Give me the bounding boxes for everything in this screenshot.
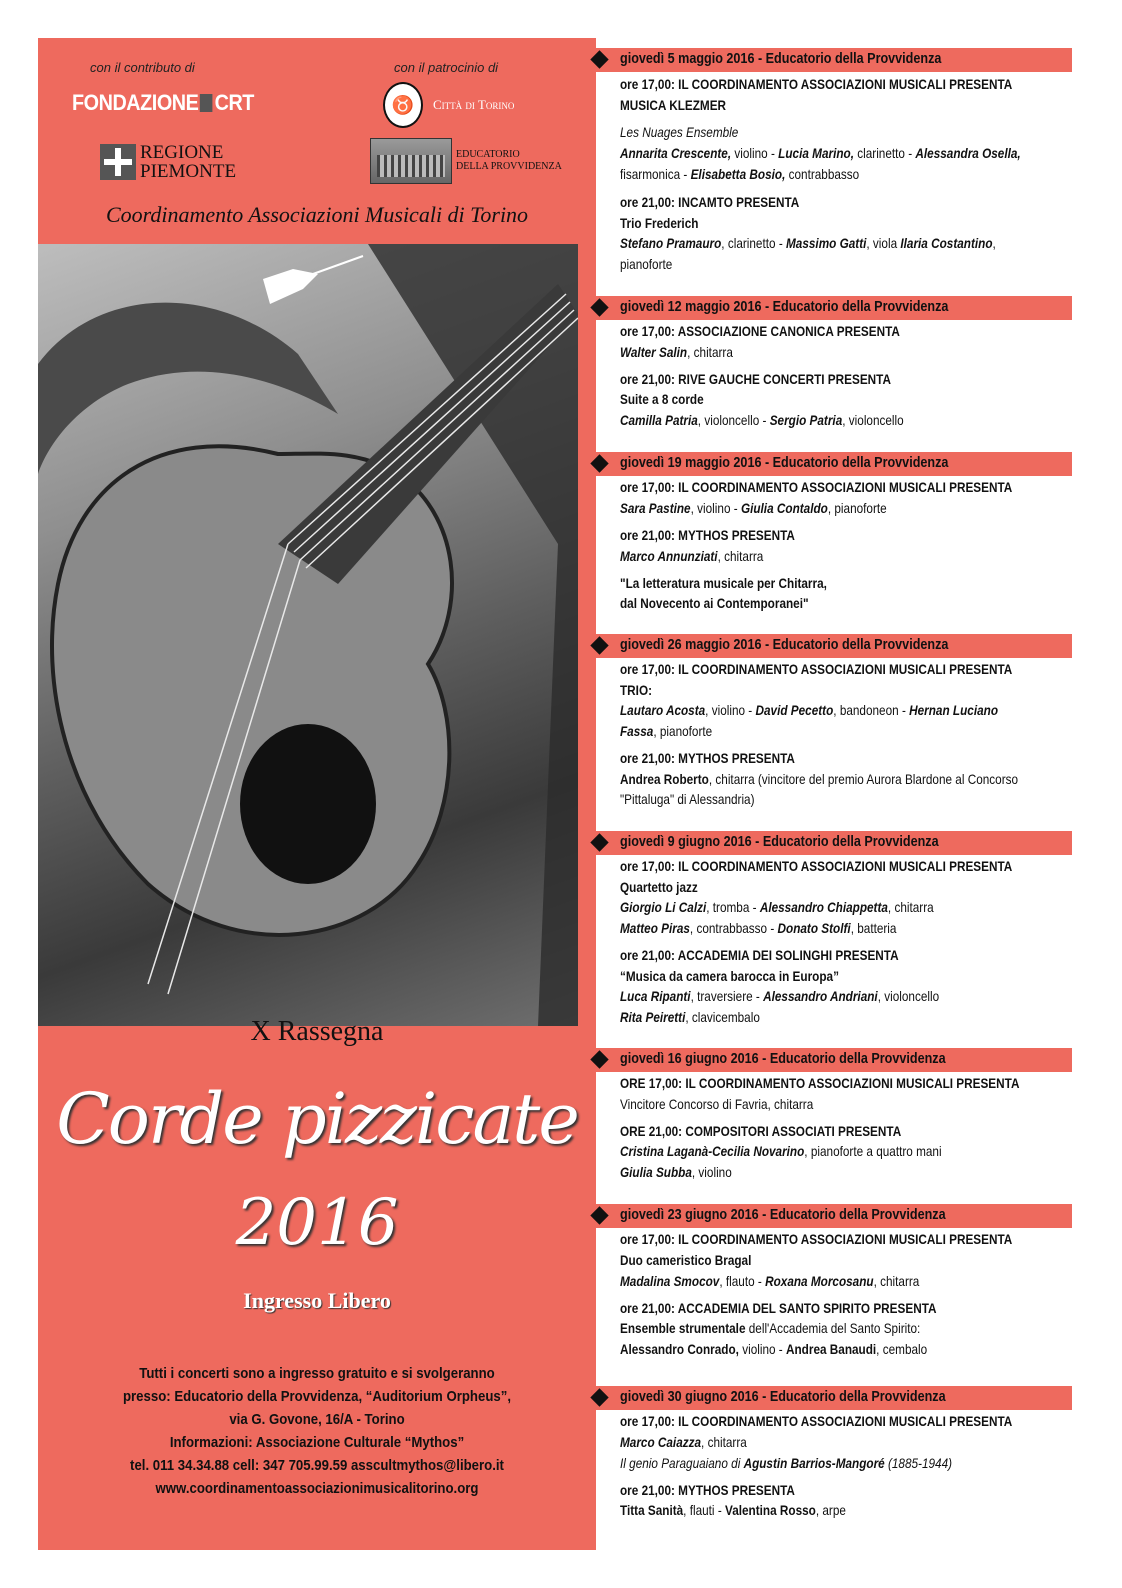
- program-text: , viola: [866, 235, 901, 251]
- program-text: Marco Caiazza: [620, 1434, 702, 1450]
- program-line: [620, 235, 996, 251]
- program-text: Andrea Banaudi: [786, 1341, 877, 1357]
- program-text: fisarmonica -: [620, 166, 691, 182]
- program-line: [620, 968, 839, 984]
- program-line: [620, 595, 809, 611]
- program-line: [620, 145, 1021, 161]
- program-text: Sergio Patria: [769, 412, 843, 428]
- program-line: [620, 76, 1012, 92]
- program-text: ore 17,00: IL COORDINAMENTO ASSOCIAZIONI MUSICALI PRESENTA: [620, 1413, 1013, 1429]
- program-text: dal Novecento ai Contemporanei": [620, 595, 809, 611]
- program-text: , pianoforte: [653, 723, 713, 739]
- program-text: Marco Annunziati: [620, 548, 718, 564]
- program-line: [620, 1164, 732, 1180]
- program-line: [620, 1123, 901, 1139]
- educatorio-line2: DELLA PROVVIDENZA: [456, 161, 562, 172]
- program-text: Il genio Paraguaiano di: [620, 1455, 744, 1471]
- day-header: [590, 1204, 1072, 1228]
- program-text: MUSICA KLEZMER: [620, 97, 727, 113]
- day-title: giovedì 12 maggio 2016 - Educatorio della Provvidenza: [620, 298, 949, 315]
- program-line: [620, 548, 763, 564]
- program-text: Vincitore Concorso di Favria, chitarra: [620, 1096, 814, 1112]
- diamond-bullet-icon: [590, 1050, 608, 1068]
- program-line: [620, 344, 733, 360]
- program-text: Alessandro Andriani: [763, 988, 878, 1004]
- program-text: , flauti -: [683, 1502, 725, 1518]
- program-text: Annarita Crescente,: [620, 145, 732, 161]
- bull-crest-icon: ♉: [383, 82, 423, 128]
- program-text: , chitarra (vincitore del premio Aurora Blardone al Concorso: [708, 771, 1019, 787]
- program-text: Trio Frederich: [620, 215, 699, 231]
- program-text: Roxana Morcosanu: [765, 1273, 874, 1289]
- program-text: , clarinetto -: [721, 235, 787, 251]
- program-text: ore 21,00: ACCADEMIA DEI SOLINGHI PRESENTA: [620, 947, 899, 963]
- program-text: Stefano Pramauro: [620, 235, 722, 251]
- program-text: Andrea Roberto: [620, 771, 709, 787]
- day-title: giovedì 26 maggio 2016 - Educatorio della Provvidenza: [620, 636, 949, 653]
- program-text: Alessandro Chiappetta: [759, 899, 888, 915]
- program-text: Camilla Patria: [620, 412, 698, 428]
- program-text: violino -: [738, 1341, 787, 1357]
- program-text: ore 17,00: ASSOCIAZIONE CANONICA PRESENTA: [620, 323, 900, 339]
- info-line: Tutti i concerti sono a ingresso gratuito e si svolgeranno: [139, 1365, 495, 1382]
- building-photo-icon: [370, 138, 452, 184]
- program-line: [620, 256, 672, 272]
- rassegna-label: X Rassegna: [250, 1016, 384, 1047]
- program-text: Massimo Gatti: [786, 235, 867, 251]
- info-line: Informazioni: Associazione Culturale “Mythos”: [169, 1434, 465, 1451]
- program-line: [620, 1143, 942, 1159]
- day-header: [590, 1386, 1072, 1410]
- program-text: Elisabetta Bosio,: [690, 166, 786, 182]
- program-text: Giulia Subba: [620, 1164, 692, 1180]
- program-text: , chitarra: [687, 344, 733, 360]
- crt-text: CRT: [214, 90, 254, 115]
- program-line: [620, 371, 891, 387]
- program-text: , pianoforte a quattro mani: [804, 1143, 942, 1159]
- program-line: [620, 1096, 813, 1112]
- program-text: , violoncello: [877, 988, 940, 1004]
- program-text: ore 21,00: RIVE GAUCHE CONCERTI PRESENTA: [620, 371, 891, 387]
- program-line: [620, 1252, 751, 1268]
- program-line: [620, 166, 859, 182]
- program-text: dell'Accademia del Santo Spirito:: [745, 1320, 921, 1336]
- patrocinio-label: con il patrocinio di: [394, 60, 499, 75]
- program-text: , violoncello -: [697, 412, 770, 428]
- program-text: (1885-1944): [884, 1455, 953, 1471]
- program-text: Lautaro Acosta: [620, 702, 706, 718]
- diamond-bullet-icon: [590, 50, 608, 68]
- program-text: , violino -: [690, 500, 741, 516]
- program-text: ORE 17,00: IL COORDINAMENTO ASSOCIAZIONI MUSICALI PRESENTA: [620, 1075, 1020, 1091]
- left-panel: [38, 38, 596, 1550]
- program-text: Quartetto jazz: [620, 879, 698, 895]
- program-line: [620, 575, 827, 591]
- diamond-bullet-icon: [590, 1388, 608, 1406]
- program-line: [620, 194, 799, 210]
- fondazione-text: FONDAZIONE: [72, 90, 199, 115]
- day-title: giovedì 5 maggio 2016 - Educatorio della Provvidenza: [620, 50, 942, 67]
- program-text: “Musica da camera barocca in Europa”: [620, 968, 839, 984]
- program-line: [620, 479, 1012, 495]
- program-text: Sara Pastine: [620, 500, 691, 516]
- program-text: Ensemble strumentale: [620, 1320, 746, 1336]
- program-line: [620, 215, 698, 231]
- program-text: , pianoforte: [827, 500, 887, 516]
- coordinamento-title: Coordinamento Associazioni Musicali di Torino: [105, 202, 529, 227]
- program-text: , flauto -: [719, 1273, 766, 1289]
- program-line: [620, 771, 1018, 787]
- program-text: Titta Sanità: [620, 1502, 684, 1518]
- day-title: giovedì 30 giugno 2016 - Educatorio della Provvidenza: [620, 1388, 946, 1405]
- program-text: TRIO:: [620, 682, 653, 698]
- program-text: clarinetto -: [853, 145, 916, 161]
- program-text: David Pecetto: [755, 702, 834, 718]
- program-text: Giorgio Li Calzi: [620, 899, 707, 915]
- program-line: [620, 1434, 747, 1450]
- program-text: ore 17,00: IL COORDINAMENTO ASSOCIAZIONI MUSICALI PRESENTA: [620, 1231, 1013, 1247]
- ingresso-libero: Ingresso Libero: [243, 1288, 391, 1313]
- day-title: giovedì 19 maggio 2016 - Educatorio della Provvidenza: [620, 454, 949, 471]
- program-line: [620, 988, 939, 1004]
- program-text: Valentina Rosso: [725, 1502, 816, 1518]
- program-text: Agustin Barrios-Mangoré: [743, 1455, 885, 1471]
- info-line: tel. 011 34.34.88 cell: 347 705.99.59 asscultmythos@libero.it: [130, 1457, 504, 1474]
- program-text: Duo cameristico Bragal: [620, 1252, 752, 1268]
- program-line: [620, 97, 726, 113]
- program-line: [620, 899, 934, 915]
- program-line: [620, 1455, 952, 1471]
- program-line: [620, 879, 698, 895]
- program-text: , batteria: [850, 920, 897, 936]
- program-text: ,: [992, 235, 996, 251]
- program-line: [620, 527, 795, 543]
- day-header: [590, 831, 1072, 855]
- day-header: [590, 296, 1072, 320]
- program-text: Alessandra Osella,: [915, 145, 1021, 161]
- program-line: [620, 124, 738, 140]
- program-line: [620, 323, 900, 339]
- program-text: Giulia Contaldo: [740, 500, 828, 516]
- guitar-illustration: [38, 244, 578, 1026]
- diamond-bullet-icon: [590, 636, 608, 654]
- info-block: [38, 1362, 596, 1500]
- program-text: Walter Salin: [620, 344, 688, 360]
- program-text: Lucia Marino,: [778, 145, 854, 161]
- program-text: ore 17,00: IL COORDINAMENTO ASSOCIAZIONI MUSICALI PRESENTA: [620, 76, 1013, 92]
- info-line: www.coordinamentoassociazionimusicalitorino.org: [155, 1480, 479, 1497]
- program-line: [620, 1231, 1012, 1247]
- info-line: via G. Govone, 16/A - Torino: [229, 1411, 405, 1428]
- program-text: Matteo Piras: [620, 920, 690, 936]
- program-line: [620, 1273, 919, 1289]
- program-text: , violino: [691, 1164, 732, 1180]
- program-text: Madalina Smocov: [620, 1273, 720, 1289]
- program-line: [620, 920, 896, 936]
- diamond-bullet-icon: [590, 454, 608, 472]
- program-text: ore 21,00: MYTHOS PRESENTA: [620, 527, 795, 543]
- program-text: Rita Peiretti: [620, 1009, 686, 1025]
- program-text: ore 21,00: MYTHOS PRESENTA: [620, 1482, 795, 1498]
- contributo-label: con il contributo di: [90, 60, 195, 75]
- program-line: [620, 791, 755, 807]
- program-line: [620, 391, 704, 407]
- program-text: , violino -: [705, 702, 756, 718]
- program-line: [620, 858, 1012, 874]
- program-line: [620, 682, 652, 698]
- program-line: [620, 1320, 920, 1336]
- program-text: Suite a 8 corde: [620, 391, 704, 407]
- day-title: giovedì 16 giugno 2016 - Educatorio della Provvidenza: [620, 1050, 946, 1067]
- citta-torino-logo: [383, 82, 514, 128]
- guitar-photo: [38, 244, 578, 1026]
- regione-piemonte-logo: [100, 143, 236, 181]
- program-text: , bandoneon -: [833, 702, 910, 718]
- program-text: , clavicembalo: [685, 1009, 760, 1025]
- program-line: [620, 1075, 1019, 1091]
- program-line: [620, 1009, 760, 1025]
- program-text: , chitarra: [873, 1273, 920, 1289]
- program-text: Alessandro Conrado,: [620, 1341, 739, 1357]
- day-header: [590, 452, 1072, 476]
- diamond-bullet-icon: [590, 1206, 608, 1224]
- program-text: Hernan Luciano: [909, 702, 998, 718]
- program-text: , chitarra: [701, 1434, 747, 1450]
- program-text: ore 17,00: IL COORDINAMENTO ASSOCIAZIONI MUSICALI PRESENTA: [620, 858, 1013, 874]
- program-text: , chitarra: [717, 548, 764, 564]
- program-line: [620, 723, 712, 739]
- program-text: contrabbasso: [785, 166, 860, 182]
- regione-line1: REGIONE: [140, 142, 224, 163]
- program-text: violino -: [731, 145, 779, 161]
- program-text: Fassa: [620, 723, 654, 739]
- program-text: ore 17,00: IL COORDINAMENTO ASSOCIAZIONI MUSICALI PRESENTA: [620, 479, 1013, 495]
- program-text: Luca Ripanti: [620, 988, 691, 1004]
- fondazione-crt-logo: [72, 90, 254, 116]
- program-text: ore 21,00: ACCADEMIA DEL SANTO SPIRITO PRESENTA: [620, 1300, 937, 1316]
- program-line: [620, 1413, 1012, 1429]
- diamond-bullet-icon: [590, 833, 608, 851]
- program-text: "La letteratura musicale per Chitarra,: [620, 575, 827, 591]
- program-line: [620, 750, 795, 766]
- program-line: [620, 702, 998, 718]
- program-text: Donato Stolfi: [777, 920, 851, 936]
- program-text: , tromba -: [706, 899, 760, 915]
- day-title: giovedì 23 giugno 2016 - Educatorio della Provvidenza: [620, 1206, 946, 1223]
- day-header: [590, 634, 1072, 658]
- regione-line2: PIEMONTE: [140, 161, 237, 182]
- program-text: "Pittaluga" di Alessandria): [620, 791, 755, 807]
- program-line: [620, 500, 887, 516]
- program-line: [620, 1341, 927, 1357]
- day-title: giovedì 9 giugno 2016 - Educatorio della Provvidenza: [620, 833, 939, 850]
- program-text: , contrabbasso -: [689, 920, 778, 936]
- program-text: ORE 21,00: COMPOSITORI ASSOCIATI PRESENTA: [620, 1123, 902, 1139]
- program-text: ore 21,00: INCAMTO PRESENTA: [620, 194, 800, 210]
- day-header: [590, 1048, 1072, 1072]
- program-text: pianoforte: [620, 256, 673, 272]
- program-line: [620, 1482, 795, 1498]
- program-text: ore 17,00: IL COORDINAMENTO ASSOCIAZIONI MUSICALI PRESENTA: [620, 661, 1013, 677]
- program-text: , chitarra: [887, 899, 934, 915]
- program-line: [620, 947, 899, 963]
- program-text: , arpe: [815, 1502, 846, 1518]
- crt-square-icon: [200, 94, 213, 112]
- educatorio-logo: [370, 138, 562, 184]
- program-line: [620, 412, 904, 428]
- educatorio-line1: EDUCATORIO: [456, 149, 520, 160]
- program-line: [620, 661, 1012, 677]
- diamond-bullet-icon: [590, 298, 608, 316]
- program-text: ore 21,00: MYTHOS PRESENTA: [620, 750, 795, 766]
- info-line: presso: Educatorio della Provvidenza, “Auditorium Orpheus”,: [122, 1388, 511, 1405]
- program-text: Ilaria Costantino: [900, 235, 993, 251]
- program-text: Les Nuages Ensemble: [620, 124, 739, 140]
- citta-text: Città di Torino: [433, 97, 515, 112]
- program-line: [620, 1502, 846, 1518]
- program-line: [620, 1300, 936, 1316]
- cross-flag-icon: [100, 144, 136, 180]
- program-text: Cristina Laganà-Cecilia Novarino: [620, 1143, 805, 1159]
- day-header: [590, 48, 1072, 72]
- program-text: , traversiere -: [690, 988, 764, 1004]
- festival-title: Corde pizzicate: [56, 1078, 578, 1160]
- festival-year: 2016: [235, 1186, 399, 1260]
- program-text: , violoncello: [842, 412, 904, 428]
- program-text: , cembalo: [876, 1341, 928, 1357]
